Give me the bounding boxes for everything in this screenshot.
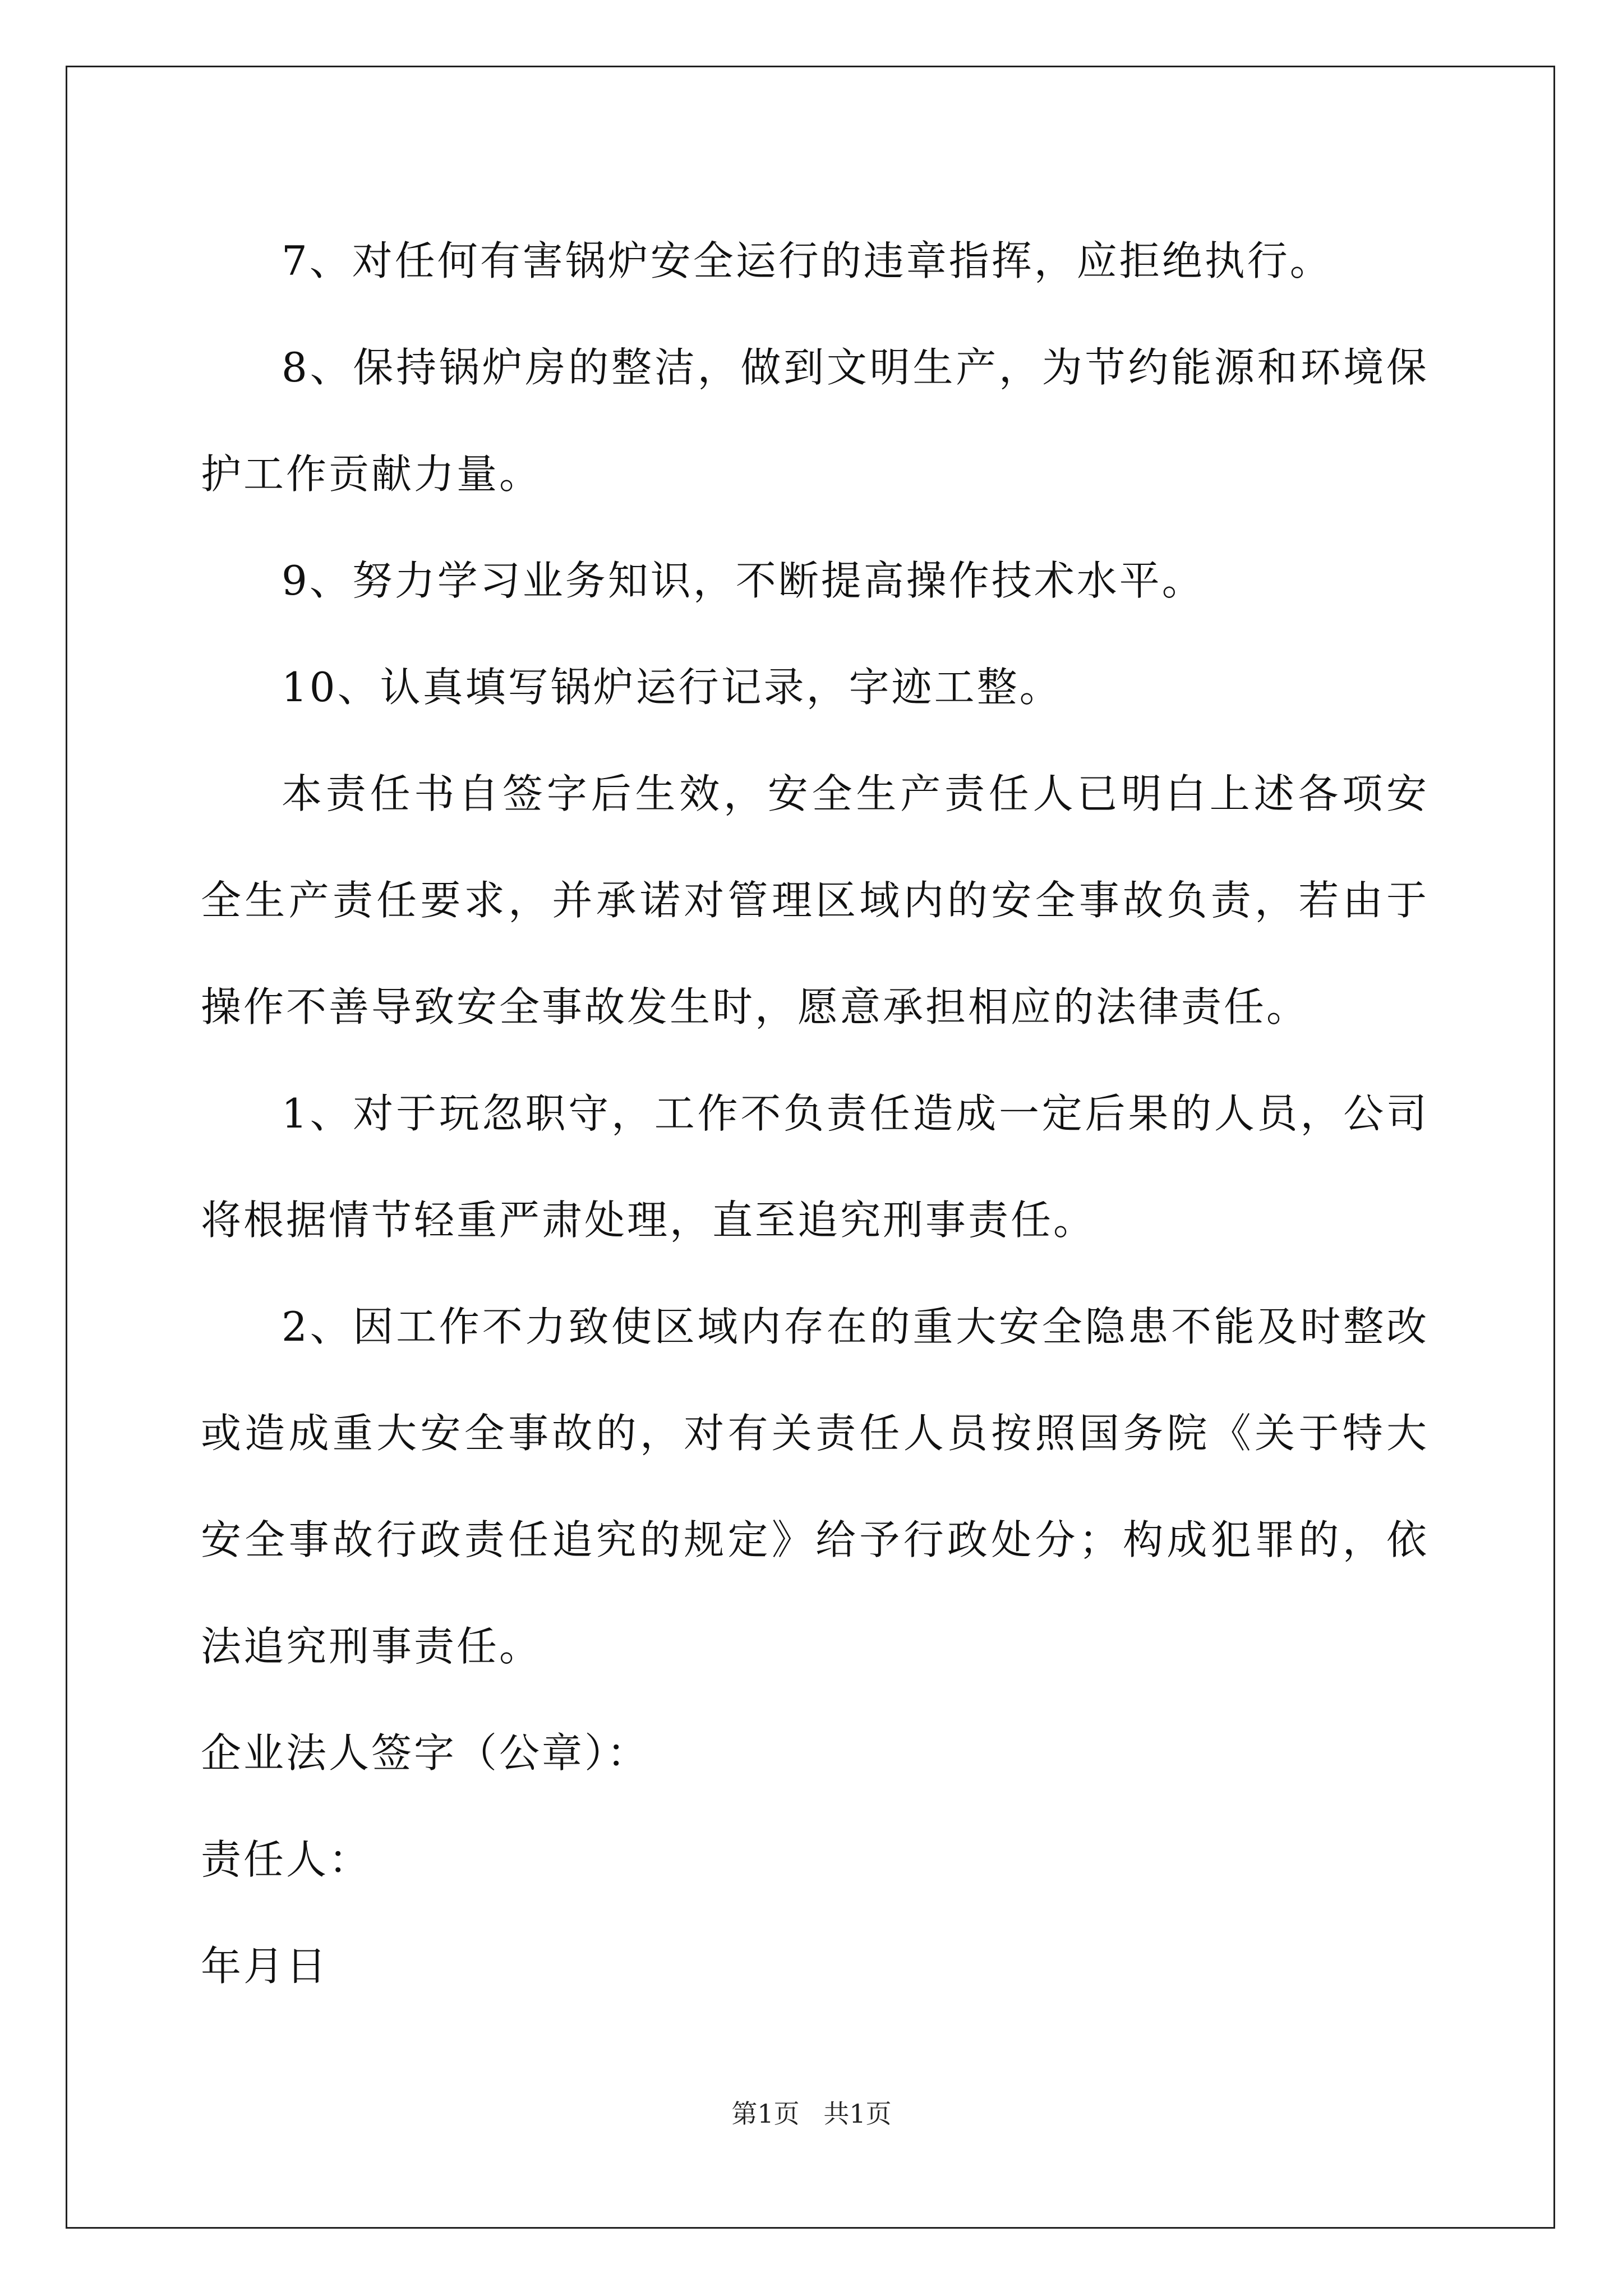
paragraph-item-7: 7、对任何有害锅炉安全运行的违章指挥，应拒绝执行。 xyxy=(282,237,1332,284)
page-number-total: 共1页 xyxy=(823,2099,892,2129)
paragraph-item-10: 10、认真填写锅炉运行记录，字迹工整。 xyxy=(282,664,1062,711)
paragraph-commitment: 本责任书自签字后生效，安全生产责任人已明白上述各项安全生产责任要求，并承诺对管理区域内的安全事故负责，若由于操作不善导致安全事故发生时，愿意承担相应的法律责任。 xyxy=(201,770,1429,1030)
page-number-current: 第1页 xyxy=(731,2099,800,2129)
legal-person-signature-label: 企业法人签字（公章）： xyxy=(201,1729,650,1777)
page-footer xyxy=(0,2097,1623,2131)
document-body xyxy=(201,208,1429,2019)
paragraph-item-9: 9、努力学习业务知识，不断提高操作技术水平。 xyxy=(282,557,1205,604)
date-label: 年月日 xyxy=(201,1943,329,1990)
paragraph-penalty-2: 2、因工作不力致使区域内存在的重大安全隐患不能及时整改或造成重大安全事故的，对有关责任人员按照国务院《关于特大安全事故行政责任追究的规定》给予行政处分；构成犯罪的，依法追究刑事责任。 xyxy=(201,1303,1429,1670)
responsible-person-signature-label: 责任人： xyxy=(201,1836,372,1883)
paragraph-item-8: 8、保持锅炉房的整洁，做到文明生产，为节约能源和环境保护工作贡献力量。 xyxy=(201,344,1429,498)
paragraph-penalty-1: 1、对于玩忽职守，工作不负责任造成一定后果的人员，公司将根据情节轻重严肃处理，直至追究刑事责任。 xyxy=(201,1090,1429,1244)
